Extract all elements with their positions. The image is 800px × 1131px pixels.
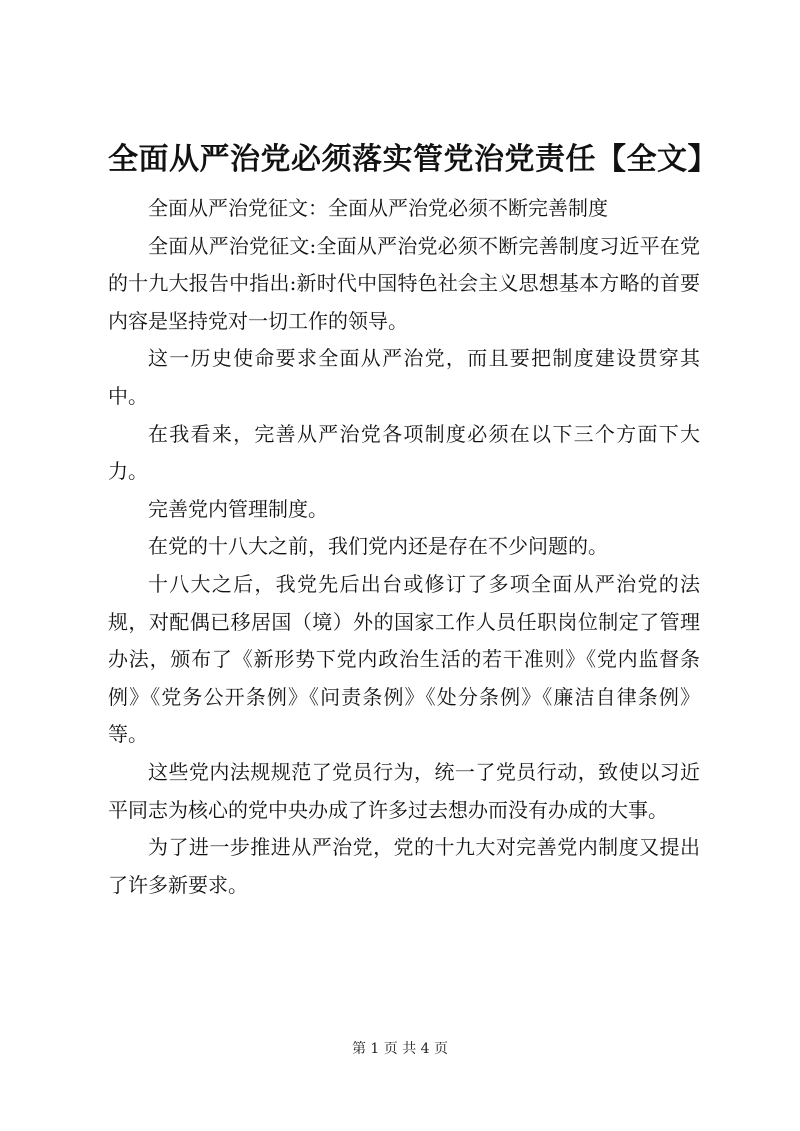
paragraph: 全面从严治党征文:全面从严治党必须不断完善制度习近平在党的十九大报告中指出:新时代中国特色社会主义思想基本方略的首要内容是坚持党对一切工作的领导。 (108, 233, 700, 333)
paragraph: 在党的十八大之前，我们党内还是存在不少问题的。 (148, 534, 608, 559)
paragraph: 十八大之后，我党先后出台或修订了多项全面从严治党的法规，对配偶已移居国（境）外的国家工作人员任职岗位制定了管理办法，颁布了《新形势下党内政治生活的若干准则》《党内监督条例》《党务公开条例》《问责条例》《处分条例》《廉洁自律条例》等。 (108, 571, 700, 747)
paragraph: 完善党内管理制度。 (148, 496, 328, 521)
paragraph: 这一历史使命要求全面从严治党，而且要把制度建设贯穿其中。 (108, 346, 700, 408)
paragraph: 在我看来，完善从严治党各项制度必须在以下三个方面下大力。 (108, 421, 700, 484)
document-body (108, 190, 700, 904)
paragraph-subtitle: 全面从严治党征文：全面从严治党必须不断完善制度 (148, 196, 608, 220)
paragraph: 这些党内法规规范了党员行为，统一了党员行动，致使以习近平同志为核心的党中央办成了许多过去想办而没有办成的大事。 (108, 759, 700, 822)
paragraph: 为了进一步推进从严治党，党的十九大对完善党内制度又提出了许多新要求。 (108, 835, 700, 897)
page-number-footer: 第 1 页 共 4 页 (351, 1041, 449, 1057)
document-title: 全面从严治党必须落实管党治党责任【全文】 (108, 142, 718, 177)
